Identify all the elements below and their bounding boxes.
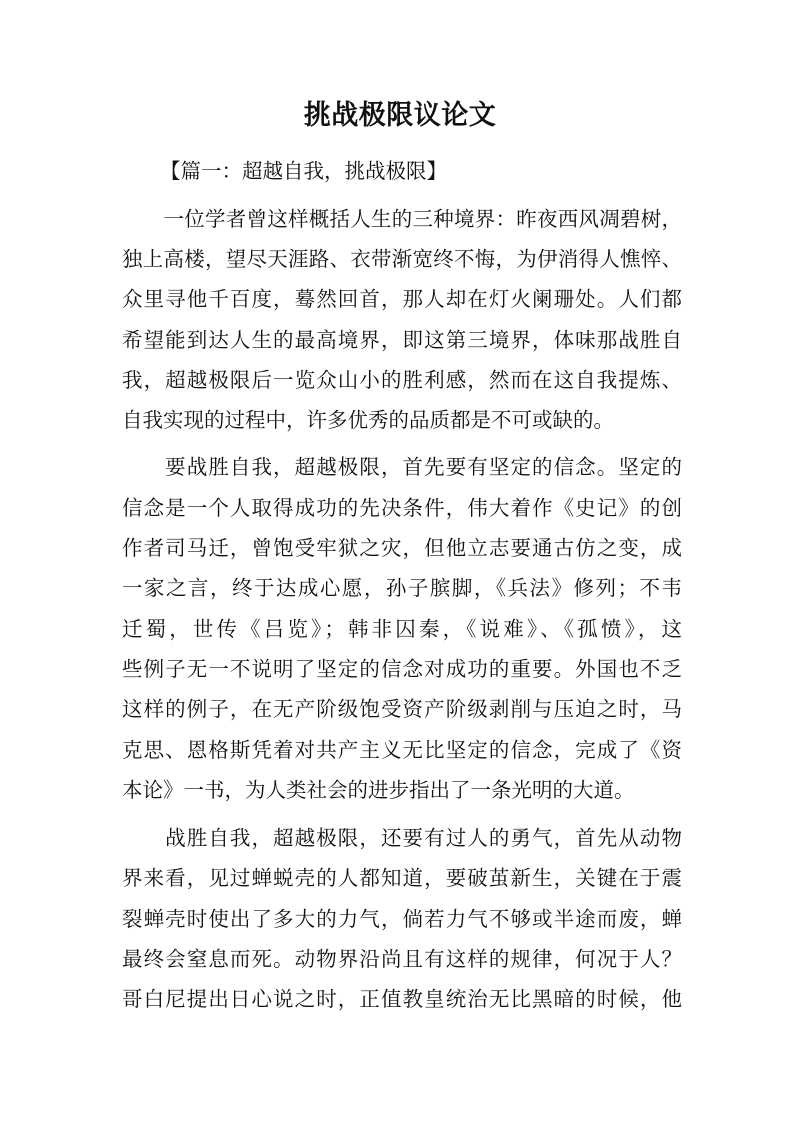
paragraph-1-line-6: 自我实现的过程中，许多优秀的品质都是不可或缺的。 (122, 408, 614, 432)
paragraph-3-line-2: 界来看，见过蝉蜕壳的人都知道，要破茧新生，关键在于震 (122, 866, 682, 890)
paragraph-1-line-1: 一位学者曾这样概括人生的三种境界：昨夜西风凋碧树， (122, 207, 682, 231)
paragraph-2-line-1: 要战胜自我，超越极限，首先要有坚定的信念。坚定的 (122, 455, 682, 479)
paragraph-2-line-8: 克思、恩格斯凭着对共产主义无比坚定的信念，完成了《资 (122, 738, 682, 762)
paragraph-3-line-1: 战胜自我，超越极限，还要有过人的勇气，首先从动物 (122, 826, 682, 850)
paragraph-1-line-2: 独上高楼，望尽天涯路、衣带渐宽终不悔，为伊消得人憔悴、 (122, 247, 682, 271)
paragraph-3-line-5: 哥白尼提出日心说之时，正值教皇统治无比黑暗的时候，他 (122, 987, 682, 1011)
paragraph-1-line-4: 希望能到达人生的最高境界，即这第三境界，体味那战胜自 (122, 328, 682, 352)
paragraph-2-line-3: 作者司马迁，曾饱受牢狱之灾，但他立志要通古仿之变，成 (122, 536, 682, 560)
paragraph-2-line-9: 本论》一书，为人类社会的进步指出了一条光明的大道。 (122, 778, 635, 802)
paragraph-2-line-5: 迁蜀，世传《吕览》；韩非囚秦，《说难》、《孤愤》，这 (122, 617, 682, 641)
paragraph-3-line-3: 裂蝉壳时使出了多大的力气，倘若力气不够或半途而废，蝉 (122, 907, 682, 931)
paragraph-1-line-5: 我，超越极限后一览众山小的胜利感，然而在这自我提炼、 (122, 368, 682, 392)
paragraph-2-line-6: 些例子无一不说明了坚定的信念对成功的重要。外国也不乏 (122, 657, 682, 681)
page-title: 挑战极限议论文 (303, 100, 497, 131)
paragraph-3-line-4: 最终会窒息而死。动物界沿尚且有这样的规律，何况于人？ (122, 947, 682, 971)
paragraph-2-line-2: 信念是一个人取得成功的先决条件，伟大着作《史记》的创 (122, 496, 682, 520)
paragraph-2-line-4: 一家之言，终于达成心愿，孙子膑脚，《兵法》修列；不韦 (122, 576, 682, 600)
paragraph-2-line-7: 这样的例子，在无产阶级饱受资产阶级剥削与压迫之时，马 (122, 697, 682, 721)
section-heading: 【篇一：超越自我，挑战极限】 (160, 159, 447, 183)
paragraph-1-line-3: 众里寻他千百度，蓦然回首，那人却在灯火阑珊处。人们都 (122, 287, 682, 311)
